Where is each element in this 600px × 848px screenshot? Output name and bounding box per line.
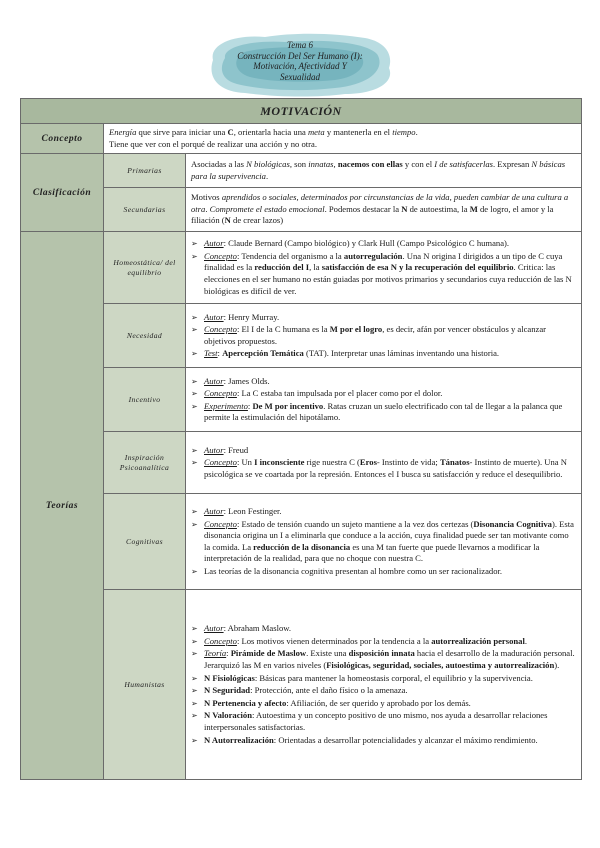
list-item: ➢ Concepto: La C estaba tan impulsada por el placer como por el dolor. [191,388,576,400]
list-item: ➢ Autor: Claude Bernard (Campo biológico) y Clark Hull (Campo Psicológico C humana). [191,238,576,250]
list-item: ➢ Concepto: Un I inconsciente rige nuestra C (Eros- Instinto de vida; Tánatos- Instinto de muerte). Una N psicológica se ve coartada por la represión. Entonces el I busca su satisfacción y reduce el desequilibrio. [191,457,576,480]
list-item: ➢ N Valoración: Autoestima y un concepto positivo de uno mismo, nos ayuda a desarrollar relaciones interpersonales satisfactorias. [191,710,576,733]
list-item: ➢ Autor: Abraham Maslow. [191,623,576,635]
list-item: ➢ Autor: Leon Festinger. [191,506,576,518]
primarias-label: Primarias [104,154,186,188]
motivation-table [20,98,582,780]
concepto-label: Concepto [21,124,104,154]
list-item: ➢ Autor: Henry Murray. [191,312,576,324]
list-item: ➢ N Fisiológicas: Básicas para mantener la homeostasis corporal, el equilibrio y la supervivencia. [191,673,576,685]
list-item: ➢ Teoría: Pirámide de Maslow. Existe una disposición innata hacia el desarrollo de la maduración personal. Jerarquizó las M en varios niveles (Fisiológicas, seguridad, sociales, autoestima y autorrealización). [191,648,576,671]
list-item: ➢ Autor: Freud [191,445,576,457]
inspiracion-label: Inspiración Psicoanalítica [104,432,186,494]
secundarias-content: Motivos aprendidos o sociales, determinados por circunstancias de la vida, pueden cambiar de una cultura a otra. Compromete el estado emocional. Podemos destacar la N de autoestima, la M de logro, el amor y la filiación (N de crear lazos) [186,188,582,232]
cognitivas-content [186,494,582,590]
humanistas-content [186,590,582,780]
list-item: ➢ Experimento: De M por incentivo. Ratas cruzan un suelo electrificado con tal de llegar a la palanca que permite la estimulación del hipotálamo. [191,401,576,424]
list-item: ➢ N Pertenencia y afecto: Afiliación, de ser querido y aprobado por los demás. [191,698,576,710]
title-header [205,30,395,100]
concepto-content: Energía que sirve para iniciar una C, orientarla hacia una meta y mantenerla en el tiempo. Tiene que ver con el porqué de realizar una acción y no otra. [104,124,582,154]
inspiracion-content [186,432,582,494]
list-item: ➢ Las teorías de la disonancia cognitiva presentan al hombre como un ser racionalizador. [191,566,576,578]
secundarias-label: Secundarias [104,188,186,232]
list-item: ➢ Test: Apercepción Temática (TAT). Interpretar unas láminas inventando una historia. [191,348,576,360]
list-item: ➢ N Autorrealización: Orientadas a desarrollar potencialidades y alcanzar el máximo rendimiento. [191,735,576,747]
list-item: ➢ N Seguridad: Protección, ante el daño físico o la amenaza. [191,685,576,697]
list-item: ➢ Concepto: Tendencia del organismo a la autorregulación. Una N origina I dirigidos a un tipo de C cuya finalidad es la reducción del I, la satisfacción de esa N y la recuperación del equilibrio. Critica: las elecciones en el ser humano no están guiadas por motivos primarios y secundarios cuya reducción de las N biológicas es difícil de ver. [191,251,576,297]
list-item: ➢ Concepto: Los motivos vienen determinados por la tendencia a la autorrealización personal. [191,636,576,648]
teorias-label: Teorías [21,232,104,780]
cognitivas-label: Cognitivas [104,494,186,590]
clasificacion-label: Clasificación [21,154,104,232]
list-item: ➢ Autor: James Olds. [191,376,576,388]
header-title: Tema 6 Construcción Del Ser Humano (I): Motivación, Afectividad Y Sexualidad [237,40,363,82]
necesidad-content [186,304,582,368]
necesidad-label: Necesidad [104,304,186,368]
primarias-content: Asociadas a las N biológicas, son innatas, nacemos con ellas y con el I de satisfacerlas. Expresan N básicas para la supervivencia. [186,154,582,188]
table-title: MOTIVACIÓN [21,99,582,124]
incentivo-content [186,368,582,432]
homeostatica-content [186,232,582,304]
list-item: ➢ Concepto: El I de la C humana es la M por el logro, es decir, afán por vencer obstáculos y alcanzar objetivos propuestos. [191,324,576,347]
humanistas-label: Humanistas [104,590,186,780]
homeostatica-label: Homeostática/ del equilibrio [104,232,186,304]
list-item: ➢ Concepto: Estado de tensión cuando un sujeto mantiene a la vez dos certezas (Disonancia Cognitiva). Esta disonancia origina un I a eliminarla que conduce a la acción, cuya finalidad puede ser tan motivante como la comida. La reducción de la disonancia es una M tan fuerte que puede llevarnos a modificar la interpretación de la realidad, para que no choque con nuestra C. [191,519,576,565]
incentivo-label: Incentivo [104,368,186,432]
